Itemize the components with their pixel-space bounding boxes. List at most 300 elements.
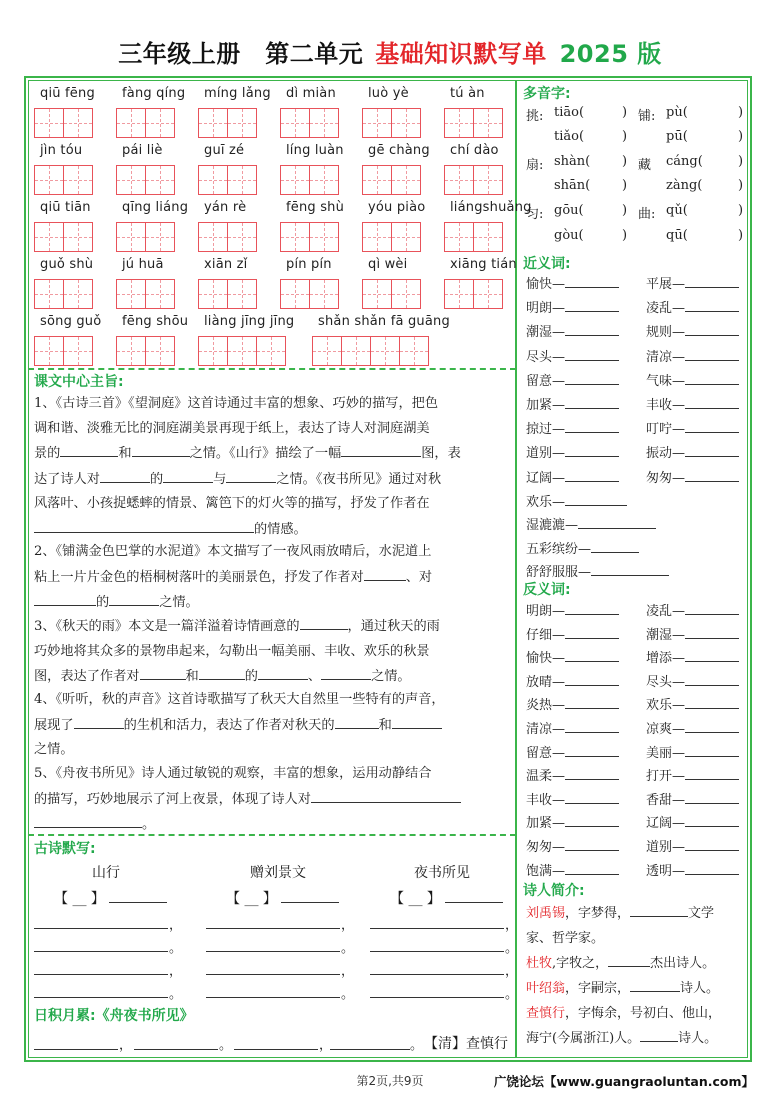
jinyi-item: 潮湿—: [526, 321, 619, 340]
text-line: 之情。: [34, 742, 74, 757]
fanyi-item: 留意—: [526, 742, 619, 761]
blank[interactable]: [565, 274, 619, 288]
writing-cell[interactable]: [473, 279, 503, 309]
theme-paragraph-1: [34, 392, 512, 542]
daily-author: 【清】查慎行: [424, 1036, 508, 1052]
writing-cell[interactable]: [145, 222, 175, 252]
answer-line[interactable]: [34, 974, 168, 975]
text-line: 达了诗人对 的 与 之情。《夜书所见》通过对秋: [34, 467, 512, 493]
answer-slot[interactable]: ): [622, 154, 628, 169]
punct: 。: [341, 941, 355, 956]
blank[interactable]: [565, 625, 619, 639]
text-line: 2、《铺满金色巴掌的水泥道》本文描写了一夜风雨放晴后，水泥道上: [34, 544, 432, 559]
writing-cell[interactable]: [145, 336, 175, 366]
poet-line-4: 查慎行，字悔余，号初白、他山，: [526, 1006, 722, 1021]
text-line: 粘上一片片金色的梧桐树落叶的美丽景色，抒发了作者对 、对: [34, 565, 512, 591]
answer-line[interactable]: [34, 997, 168, 998]
fanyi-item: 仔细—: [526, 624, 619, 643]
blank[interactable]: [685, 648, 739, 662]
poet-name: 查慎行: [526, 1006, 566, 1021]
daily-title: 日积月累:《舟夜书所见》: [34, 1008, 194, 1024]
writing-cell[interactable]: [280, 108, 310, 138]
blank[interactable]: [140, 664, 186, 680]
blank[interactable]: [565, 443, 619, 457]
pinyin-text: guī zé: [204, 143, 245, 158]
answer-line[interactable]: [206, 928, 340, 929]
punct: 。: [341, 987, 355, 1002]
writing-cell[interactable]: [362, 222, 392, 252]
fanyi-item: 打开—: [646, 765, 739, 784]
writing-cell[interactable]: [473, 222, 503, 252]
tianzige-grid: [444, 222, 502, 252]
writing-cell[interactable]: [309, 165, 339, 195]
answer-line[interactable]: [134, 1049, 218, 1050]
fanyi-item: 凌乱—: [646, 600, 739, 619]
answer-line[interactable]: [206, 974, 340, 975]
pinyin-text: luò yè: [368, 86, 409, 101]
fanyi-item: 清凉—: [526, 718, 619, 737]
blank[interactable]: [311, 787, 461, 803]
pinyin-text: fēng shù: [286, 200, 345, 215]
pinyin-text: sōng guǒ: [40, 314, 102, 329]
writing-cell[interactable]: [362, 165, 392, 195]
text-line: 风落叶、小孩捉蟋蟀的情景、篱笆下的灯火等的描写，抒发了作者在: [34, 496, 430, 511]
blank[interactable]: [565, 743, 619, 757]
answer-slot[interactable]: ): [622, 178, 628, 193]
jinyi-item: 欢乐—: [526, 491, 627, 510]
theme-paragraph-5: [34, 762, 512, 838]
tianzige-grid: [198, 165, 256, 195]
blank[interactable]: [565, 861, 619, 875]
jinyi-item: 气味—: [646, 370, 739, 389]
tianzige-grid: [34, 165, 92, 195]
punct: ，: [319, 1038, 333, 1053]
blank[interactable]: [630, 903, 688, 917]
text-line: 调和谐、淡雅无比的洞庭湖美景再现于纸上，表达了诗人对洞庭湖美: [34, 420, 430, 436]
answer-slot[interactable]: ): [738, 228, 744, 243]
tianzige-grid: [34, 222, 92, 252]
blank[interactable]: [685, 719, 739, 733]
answer-line[interactable]: [34, 928, 168, 929]
poem-author-slot[interactable]: 【 __ 】: [390, 887, 503, 908]
answer-line[interactable]: [206, 951, 340, 952]
fanyi-item: 增添—: [646, 647, 739, 666]
answer-slot[interactable]: ): [738, 154, 744, 169]
blank[interactable]: [565, 648, 619, 662]
text-line: 。: [34, 812, 512, 838]
poet-name: 刘禹锡: [526, 906, 566, 921]
tianzige-grid: [198, 222, 256, 252]
tianzige-grid: [198, 336, 285, 366]
blank[interactable]: [565, 371, 619, 385]
writing-cell[interactable]: [198, 165, 228, 195]
blank[interactable]: [685, 743, 739, 757]
blank[interactable]: [565, 790, 619, 804]
duoyin-row: [526, 178, 750, 200]
duoyin-text: 铺:: [638, 109, 656, 124]
writing-cell[interactable]: [444, 222, 474, 252]
blank[interactable]: [100, 467, 150, 483]
duoyin-row: [526, 203, 750, 225]
writing-cell[interactable]: [444, 165, 474, 195]
blank[interactable]: [685, 274, 739, 288]
writing-cell[interactable]: [227, 279, 257, 309]
blank[interactable]: [685, 298, 739, 312]
duoyin-row: [526, 105, 750, 127]
blank[interactable]: [685, 672, 739, 686]
answer-line[interactable]: [370, 974, 504, 975]
fanyi-item: 尽头—: [646, 671, 739, 690]
writing-cell[interactable]: [198, 336, 228, 366]
writing-cell[interactable]: [399, 336, 429, 366]
pinyin-text: guǒ shù: [40, 257, 94, 272]
answer-line[interactable]: [330, 1049, 410, 1050]
duoyin-text: shàn(: [554, 154, 591, 169]
fanyi-item: 香甜—: [646, 789, 739, 808]
writing-cell[interactable]: [34, 222, 64, 252]
fanyi-item: 透明—: [646, 860, 739, 879]
blank[interactable]: [34, 517, 254, 533]
fanyi-item: 欢乐—: [646, 694, 739, 713]
answer-line[interactable]: [370, 951, 504, 952]
blank[interactable]: [565, 601, 619, 615]
punct: 。: [169, 987, 183, 1002]
blank[interactable]: [685, 766, 739, 780]
blank[interactable]: [608, 953, 650, 967]
text-line: 巧妙地将其众多的景物串起来，勾勒出一幅美丽、丰收、欢乐的秋景: [34, 643, 430, 659]
jinyi-item: 加紧—: [526, 394, 619, 413]
blank[interactable]: [258, 664, 308, 680]
blank[interactable]: [578, 515, 656, 529]
writing-cell[interactable]: [116, 336, 146, 366]
text-line: 的 之情。: [34, 590, 512, 616]
poet-line-3: 叶绍翁，字嗣宗， 诗人。: [526, 977, 719, 996]
blank[interactable]: [163, 467, 213, 483]
blank[interactable]: [565, 347, 619, 361]
writing-cell[interactable]: [145, 279, 175, 309]
fanyi-item: 明朗—: [526, 600, 619, 619]
punct: 。: [505, 941, 519, 956]
blank[interactable]: [685, 468, 739, 482]
blank[interactable]: [199, 664, 245, 680]
poets-title: 诗人简介:: [523, 883, 585, 899]
pinyin-text: yóu piào: [368, 200, 426, 215]
tianzige-grid: [116, 222, 174, 252]
blank[interactable]: [565, 766, 619, 780]
pinyin-text: qì wèi: [368, 257, 408, 272]
writing-cell[interactable]: [198, 279, 228, 309]
answer-line[interactable]: [234, 1049, 318, 1050]
tianzige-grid: [444, 279, 502, 309]
blank[interactable]: [685, 322, 739, 336]
title-version: 2025 版: [559, 40, 662, 68]
writing-cell[interactable]: [227, 108, 257, 138]
fanyi-item: 炎热—: [526, 694, 619, 713]
writing-cell[interactable]: [309, 222, 339, 252]
blank[interactable]: [685, 443, 739, 457]
writing-cell[interactable]: [391, 279, 421, 309]
duoyin-text: qǔ(: [666, 203, 688, 218]
blank[interactable]: [685, 861, 739, 875]
pinyin-text: fàng qíng: [122, 86, 186, 101]
blank[interactable]: [685, 695, 739, 709]
jinyi-item: 匆匆—: [646, 467, 739, 486]
jinyi-item: 留意—: [526, 370, 619, 389]
blank[interactable]: [685, 395, 739, 409]
tianzige-grid: [198, 279, 256, 309]
writing-cell[interactable]: [34, 108, 64, 138]
duoyin-title: 多音字:: [523, 86, 571, 102]
poem-author-slot[interactable]: 【 __ 】: [54, 887, 167, 908]
blank[interactable]: [565, 719, 619, 733]
tianzige-grid: [280, 279, 338, 309]
text-line: 的描写，巧妙地展示了河上夜景，体现了诗人对: [34, 787, 512, 813]
duoyin-text: qū(: [666, 228, 688, 243]
blank[interactable]: [630, 978, 680, 992]
jinyi-item: 道别—: [526, 442, 619, 461]
title-subject: 基础知识默写单: [375, 40, 547, 68]
blank[interactable]: [364, 565, 406, 581]
section-divider-1: [28, 368, 516, 370]
blank[interactable]: [565, 837, 619, 851]
answer-line[interactable]: [34, 1049, 118, 1050]
blank[interactable]: [685, 790, 739, 804]
duoyin-text: 藏: [638, 158, 652, 173]
answer-slot[interactable]: ): [738, 129, 744, 144]
blank[interactable]: [341, 441, 421, 457]
duoyin-text: 挑:: [526, 109, 544, 124]
blank[interactable]: [74, 713, 124, 729]
blank[interactable]: [685, 419, 739, 433]
text-line: 的情感。: [34, 517, 512, 543]
writing-cell[interactable]: [63, 165, 93, 195]
writing-cell[interactable]: [473, 165, 503, 195]
writing-cell[interactable]: [280, 222, 310, 252]
fanyi-title: 反义词:: [523, 582, 571, 598]
duoyin-row: [526, 154, 750, 176]
blank[interactable]: [685, 371, 739, 385]
duoyin-text: tiǎo(: [554, 129, 585, 144]
pinyin-text: míng lǎng: [204, 86, 271, 101]
answer-line[interactable]: [370, 997, 504, 998]
blank[interactable]: [565, 672, 619, 686]
writing-cell[interactable]: [227, 336, 257, 366]
writing-cell[interactable]: [391, 165, 421, 195]
punct: ，: [169, 964, 183, 979]
writing-cell[interactable]: [391, 108, 421, 138]
blank[interactable]: [685, 601, 739, 615]
writing-cell[interactable]: [227, 222, 257, 252]
answer-slot[interactable]: ): [738, 105, 744, 120]
blank[interactable]: [565, 468, 619, 482]
fanyi-item: 匆匆—: [526, 836, 619, 855]
punct: 。: [219, 1038, 233, 1053]
blank[interactable]: [685, 813, 739, 827]
writing-cell[interactable]: [63, 336, 93, 366]
poem-title: 赠刘景文: [250, 865, 306, 881]
fanyi-item: 凉爽—: [646, 718, 739, 737]
writing-cell[interactable]: [116, 222, 146, 252]
duoyin-text: gōu(: [554, 203, 584, 218]
writing-cell[interactable]: [145, 108, 175, 138]
writing-cell[interactable]: [362, 108, 392, 138]
writing-cell[interactable]: [116, 279, 146, 309]
duoyin-text: tiāo(: [554, 105, 585, 120]
duoyin-row: [526, 228, 750, 250]
blank[interactable]: [109, 590, 159, 606]
jinyi-item: 尽头—: [526, 346, 619, 365]
writing-cell[interactable]: [444, 279, 474, 309]
writing-cell[interactable]: [198, 108, 228, 138]
jinyi-item: 舒舒服服—: [526, 561, 669, 580]
punct: ，: [341, 918, 355, 933]
writing-cell[interactable]: [34, 165, 64, 195]
poem-title: 山行: [92, 865, 120, 881]
poet-line-1: 刘禹锡，字梦得， 文学: [526, 902, 714, 921]
punct: ，: [505, 964, 519, 979]
answer-slot[interactable]: ): [622, 203, 628, 218]
writing-cell[interactable]: [63, 108, 93, 138]
writing-cell[interactable]: [312, 336, 342, 366]
blank[interactable]: [565, 813, 619, 827]
tianzige-grid: [280, 165, 338, 195]
writing-cell[interactable]: [309, 108, 339, 138]
answer-slot[interactable]: ): [738, 203, 744, 218]
text-line: 5、《舟夜书所见》诗人通过敏锐的观察，丰富的想象，运用动静结合: [34, 766, 432, 781]
duoyin-text: pū(: [666, 129, 688, 144]
poem-author-slot[interactable]: 【 __ 】: [226, 887, 339, 908]
blank[interactable]: [591, 539, 639, 553]
writing-cell[interactable]: [227, 165, 257, 195]
writing-cell[interactable]: [341, 336, 371, 366]
blank[interactable]: [132, 441, 190, 457]
pinyin-text: shǎn shǎn fā guāng: [318, 314, 450, 329]
pinyin-text: qiū tiān: [40, 200, 91, 215]
punct: 。: [169, 941, 183, 956]
answer-slot[interactable]: ): [622, 105, 628, 120]
blank[interactable]: [640, 1028, 678, 1042]
blank[interactable]: [685, 625, 739, 639]
pinyin-text: dì miàn: [286, 86, 336, 101]
pinyin-text: xiān zǐ: [204, 257, 248, 272]
blank[interactable]: [321, 664, 371, 680]
page-number: 第2页,共9页: [356, 1074, 424, 1088]
fanyi-item: 愉快—: [526, 647, 619, 666]
fanyi-item: 辽阔—: [646, 812, 739, 831]
writing-cell[interactable]: [63, 279, 93, 309]
theme-paragraph-4: [34, 688, 512, 763]
jinyi-item: 平展—: [646, 273, 739, 292]
punct: 。: [505, 987, 519, 1002]
writing-cell[interactable]: [362, 279, 392, 309]
fanyi-item: 丰收—: [526, 789, 619, 808]
blank[interactable]: [300, 614, 348, 630]
blank[interactable]: [685, 347, 739, 361]
writing-cell[interactable]: [116, 165, 146, 195]
text-line: 3、《秋天的雨》本文是一篇洋溢着诗情画意的 ，通过秋天的雨: [34, 614, 512, 640]
theme-title: 课文中心主旨:: [34, 374, 124, 390]
writing-cell[interactable]: [280, 279, 310, 309]
blank[interactable]: [226, 467, 276, 483]
writing-cell[interactable]: [63, 222, 93, 252]
punct: ，: [119, 1038, 133, 1053]
blank[interactable]: [565, 298, 619, 312]
writing-cell[interactable]: [198, 222, 228, 252]
tianzige-grid: [34, 336, 92, 366]
tianzige-grid: [362, 222, 420, 252]
blank[interactable]: [392, 713, 442, 729]
answer-line[interactable]: [206, 997, 340, 998]
answer-line[interactable]: [370, 928, 504, 929]
writing-cell[interactable]: [280, 165, 310, 195]
duoyin-row: [526, 129, 750, 151]
blank[interactable]: [591, 562, 669, 576]
blank[interactable]: [34, 590, 96, 606]
text-line: 展现了 的生机和活力，表达了作者对秋天的 和: [34, 713, 512, 739]
answer-slot[interactable]: ): [738, 178, 744, 193]
pinyin-text: pín pín: [286, 257, 332, 272]
blank[interactable]: [565, 322, 619, 336]
writing-cell[interactable]: [391, 222, 421, 252]
jinyi-item: 辽阔—: [526, 467, 619, 486]
blank[interactable]: [60, 441, 118, 457]
theme-paragraph-2: [34, 540, 512, 616]
fanyi-item: 潮湿—: [646, 624, 739, 643]
writing-cell[interactable]: [34, 279, 64, 309]
tianzige-grid: [362, 279, 420, 309]
answer-slot[interactable]: ): [622, 228, 628, 243]
writing-cell[interactable]: [473, 108, 503, 138]
pinyin-text: yán rè: [204, 200, 247, 215]
pinyin-text: qiū fēng: [40, 86, 95, 101]
blank[interactable]: [565, 492, 627, 506]
writing-cell[interactable]: [145, 165, 175, 195]
jinyi-item: 愉快—: [526, 273, 619, 292]
poem-title: 夜书所见: [414, 865, 470, 881]
pinyin-text: liángshuǎng: [450, 200, 532, 215]
jinyi-item: 凌乱—: [646, 297, 739, 316]
poet-name: 叶绍翁: [526, 981, 566, 996]
writing-cell[interactable]: [309, 279, 339, 309]
text-line: 图，表达了作者对 和 的 、 之情。: [34, 664, 512, 690]
pinyin-text: fēng shōu: [122, 314, 189, 329]
answer-slot[interactable]: ): [622, 129, 628, 144]
pinyin-text: xiāng tián: [450, 257, 517, 272]
blank[interactable]: [565, 419, 619, 433]
tianzige-grid: [116, 165, 174, 195]
tianzige-grid: [34, 108, 92, 138]
punct: ，: [169, 918, 183, 933]
fanyi-item: 放晴—: [526, 671, 619, 690]
blank[interactable]: [335, 713, 379, 729]
tianzige-grid: [34, 279, 92, 309]
blank[interactable]: [565, 695, 619, 709]
answer-line[interactable]: [34, 951, 168, 952]
blank[interactable]: [565, 395, 619, 409]
writing-cell[interactable]: [116, 108, 146, 138]
jinyi-item: 明朗—: [526, 297, 619, 316]
blank[interactable]: [685, 837, 739, 851]
column-divider: [515, 80, 517, 1058]
writing-cell[interactable]: [34, 336, 64, 366]
blank[interactable]: [34, 812, 142, 828]
writing-cell[interactable]: [256, 336, 286, 366]
pinyin-text: gē chàng: [368, 143, 430, 158]
poet-line-4b: 海宁(今属浙江)人。 诗人。: [526, 1027, 717, 1046]
writing-cell[interactable]: [444, 108, 474, 138]
writing-cell[interactable]: [370, 336, 400, 366]
jinyi-item: 湿漉漉—: [526, 514, 656, 533]
